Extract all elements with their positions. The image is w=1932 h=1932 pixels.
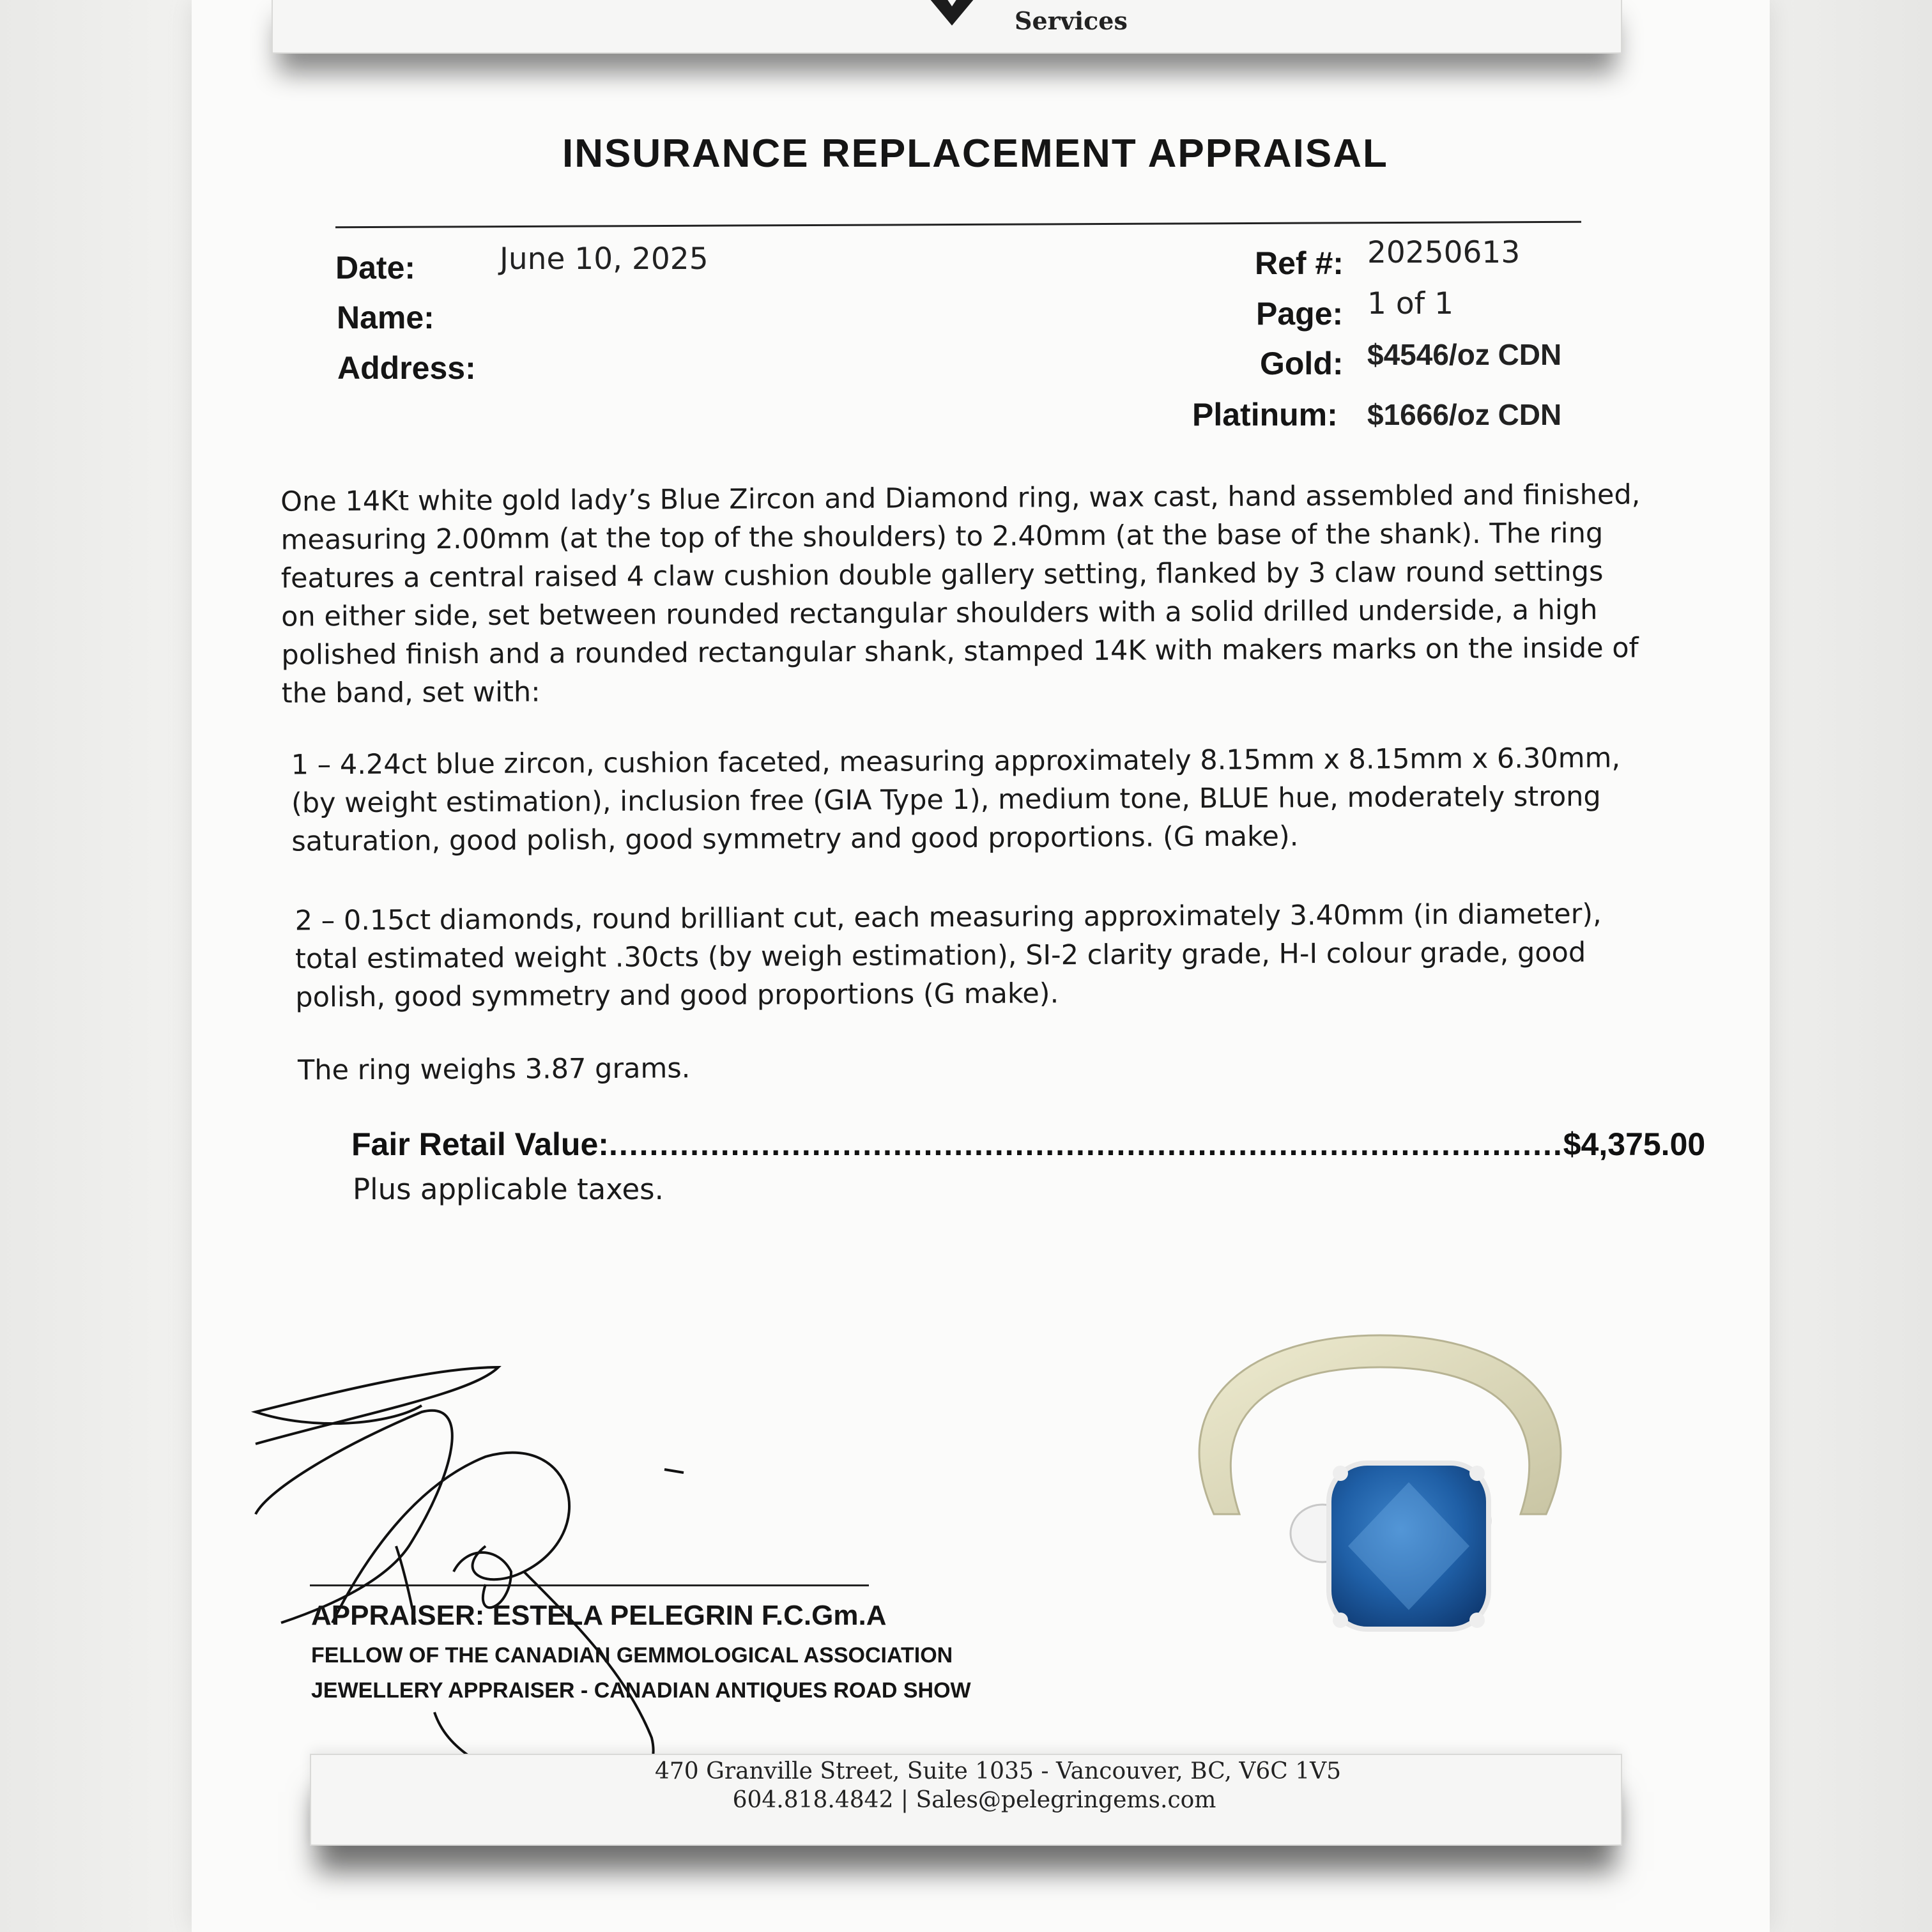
ref-label: Ref #: <box>1255 245 1344 281</box>
taxes-note: Plus applicable taxes. <box>353 1172 664 1206</box>
ring-weight: The ring weighs 3.87 grams. <box>297 1052 691 1087</box>
name-label: Name: <box>337 300 434 335</box>
leader-dots: .............................................................................................. <box>608 1126 1563 1162</box>
ring-description: One 14Kt white gold lady’s Blue Zircon and Diamond ring, wax cast, hand assembled and finished, measuring 2.00mm (at the top of the shoulders) to 2.40mm (at the base of the shank). The ring features a central raised 4 claw cushion double gallery setting, flanked by 3 claw round settings on either side, set between rounded rectangular shoulders with a solid drilled underside, a high polished finish and a rounded rectangular shank, stamped 14K with makers marks on the inside of the band, set with: <box>280 479 1641 710</box>
page-title: INSURANCE REPLACEMENT APPRAISAL <box>562 132 1388 176</box>
platinum-price-value: $1666/oz CDN <box>1367 398 1562 431</box>
gold-price-value: $4546/oz CDN <box>1367 338 1562 371</box>
page-label: Page: <box>1256 296 1344 332</box>
address-label: Address: <box>337 350 476 386</box>
ring-photo <box>1137 1322 1623 1680</box>
date-label: Date: <box>335 250 416 286</box>
platinum-label: Platinum: <box>1192 397 1338 433</box>
footer-contact: 604.818.4842 | Sales@pelegringems.com <box>732 1787 1216 1813</box>
date-value: June 10, 2025 <box>500 241 709 277</box>
stone-1-description: 1 – 4.24ct blue zircon, cushion faceted, measuring approximately 8.15mm x 8.15mm x 6.30mm, (by weight estimation), inclusion free (GIA Type 1), medium tone, BLUE hue, moderately strong saturation, good polish, good symmetry and good proportions. (G make). <box>291 742 1621 858</box>
gold-label: Gold: <box>1260 346 1344 381</box>
logo-text: Services <box>1015 6 1128 35</box>
fair-retail-value <box>351 1126 1706 1163</box>
fair-retail-value-amount: $4,375.00 <box>1563 1126 1706 1162</box>
fair-retail-value-label: Fair Retail Value: <box>351 1126 609 1162</box>
appraiser-credential: FELLOW OF THE CANADIAN GEMMOLOGICAL ASSOCIATION <box>311 1643 953 1667</box>
page-value: 1 of 1 <box>1367 286 1453 321</box>
appraiser-name: APPRAISER: ESTELA PELEGRIN F.C.Gm.A <box>311 1600 887 1631</box>
footer-address: 470 Granville Street, Suite 1035 - Vancouver, BC, V6C 1V5 <box>655 1758 1342 1784</box>
appraiser-title: JEWELLERY APPRAISER - CANADIAN ANTIQUES ROAD SHOW <box>311 1678 971 1703</box>
ref-value: 20250613 <box>1367 235 1521 270</box>
stone-2-description: 2 – 0.15ct diamonds, round brilliant cut, each measuring approximately 3.40mm (in diameter), total estimated weight .30cts (by weigh estimation), SI-2 clarity grade, H-I colour grade, good polish, good symmetry and good proportions (G make). <box>295 898 1602 1014</box>
diamond-logo-icon <box>920 0 984 32</box>
